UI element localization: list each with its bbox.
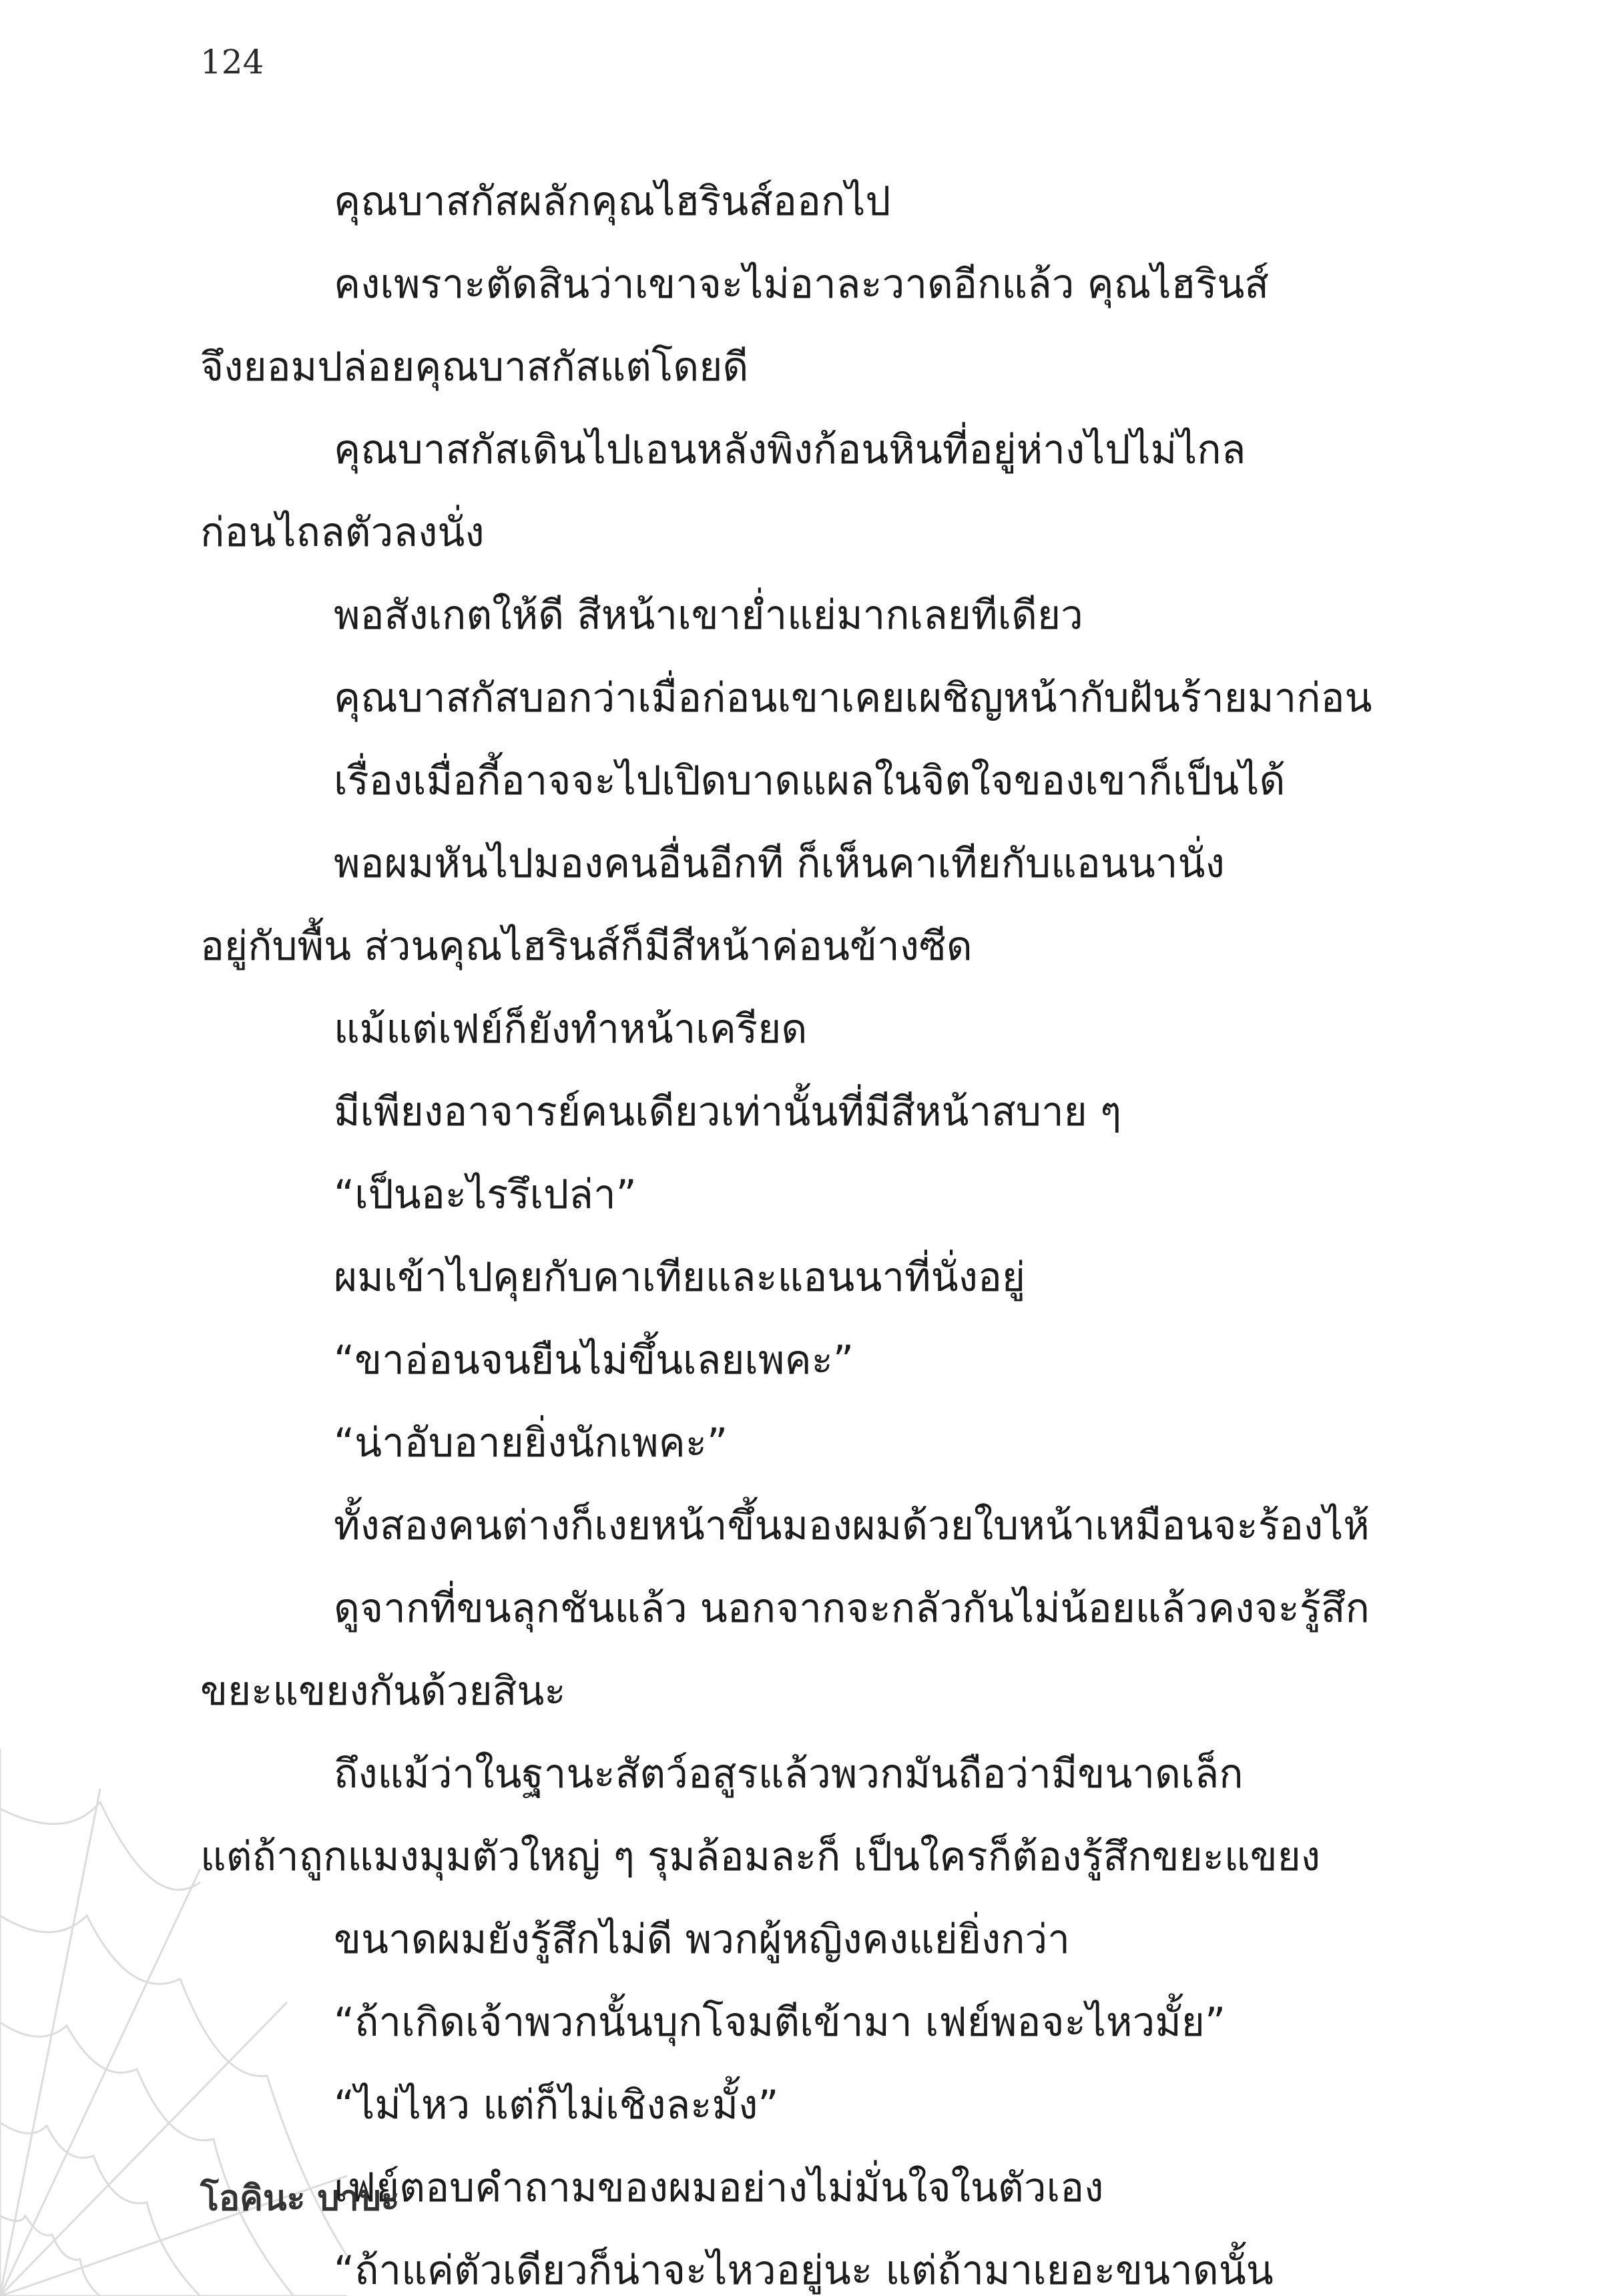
text-line: แต่ถ้าถูกแมงมุมตัวใหญ่ ๆ รุมล้อมละก็ เป็นใครก็ต้องรู้สึกขยะแขยง bbox=[200, 1833, 1321, 1880]
text-line: “เป็นอะไรรึเปล่า” bbox=[334, 1171, 637, 1218]
text-line: คุณบาสกัสผลักคุณไฮรินส์ออกไป bbox=[334, 178, 891, 225]
text-line: เรื่องเมื่อกี้อาจจะไปเปิดบาดแผลในจิตใจของเขาก็เป็นได้ bbox=[334, 758, 1286, 804]
text-line: “ขาอ่อนจนยืนไม่ขึ้นเลยเพคะ” bbox=[334, 1337, 854, 1384]
text-line: “ไม่ไหว แต่ก็ไม่เชิงละมั้ง” bbox=[334, 2082, 779, 2128]
text-line: “ถ้าแค่ตัวเดียวก็น่าจะไหวอยู่นะ แต่ถ้ามาเยอะขนาดนั้น bbox=[334, 2247, 1274, 2294]
text-line: พอสังเกตให้ดี สีหน้าเขาย่ำแย่มากเลยทีเดียว bbox=[334, 592, 1083, 639]
text-line: พอผมหันไปมองคนอื่นอีกที ก็เห็นคาเทียกับแอนนานั่ง bbox=[334, 840, 1225, 887]
text-line: ก่อนไถลตัวลงนั่ง bbox=[200, 509, 485, 556]
text-line: อยู่กับพื้น ส่วนคุณไฮรินส์ก็มีสีหน้าค่อนข้างซีด bbox=[200, 923, 973, 970]
text-line: คุณบาสกัสบอกว่าเมื่อก่อนเขาเคยเผชิญหน้ากับฝันร้ายมาก่อน bbox=[334, 675, 1372, 722]
text-line: ดูจากที่ขนลุกชันแล้ว นอกจากจะกลัวกันไม่น้อยแล้วคงจะรู้สึก bbox=[334, 1585, 1370, 1632]
text-line: แม้แต่เฟย์ก็ยังทำหน้าเครียด bbox=[334, 1006, 808, 1053]
text-line: “ถ้าเกิดเจ้าพวกนั้นบุกโจมตีเข้ามา เฟย์พอจะไหวมั้ย” bbox=[334, 1999, 1226, 2046]
text-line: มีเพียงอาจารย์คนเดียวเท่านั้นที่มีสีหน้าสบาย ๆ bbox=[334, 1089, 1122, 1135]
text-line: เฟย์ตอบคำถามของผมอย่างไม่มั่นใจในตัวเอง bbox=[334, 2165, 1104, 2211]
text-line: คุณบาสกัสเดินไปเอนหลังพิงก้อนหินที่อยู่ห่างไปไม่ไกล bbox=[334, 426, 1246, 473]
page-number: 124 bbox=[200, 43, 264, 81]
text-line: คงเพราะตัดสินว่าเขาจะไม่อาละวาดอีกแล้ว คุณไฮรินส์ bbox=[334, 261, 1270, 308]
footer-author: โอคินะ บาบะ bbox=[200, 2179, 400, 2219]
text-line: ขยะแขยงกันด้วยสินะ bbox=[200, 1668, 566, 1715]
text-line: ขนาดผมยังรู้สึกไม่ดี พวกผู้หญิงคงแย่ยิ่งกว่า bbox=[334, 1916, 1070, 1963]
text-line: จึงยอมปล่อยคุณบาสกัสแต่โดยดี bbox=[200, 344, 749, 390]
text-line: ทั้งสองคนต่างก็เงยหน้าขึ้นมองผมด้วยใบหน้าเหมือนจะร้องไห้ bbox=[334, 1502, 1370, 1549]
text-line: ถึงแม้ว่าในฐานะสัตว์อสูรแล้วพวกมันถือว่ามีขนาดเล็ก bbox=[334, 1751, 1244, 1797]
text-line: ผมเข้าไปคุยกับคาเทียและแอนนาที่นั่งอยู่ bbox=[334, 1254, 1026, 1301]
body-text bbox=[200, 160, 1412, 2296]
text-line: “น่าอับอายยิ่งนักเพคะ” bbox=[334, 1420, 728, 1466]
